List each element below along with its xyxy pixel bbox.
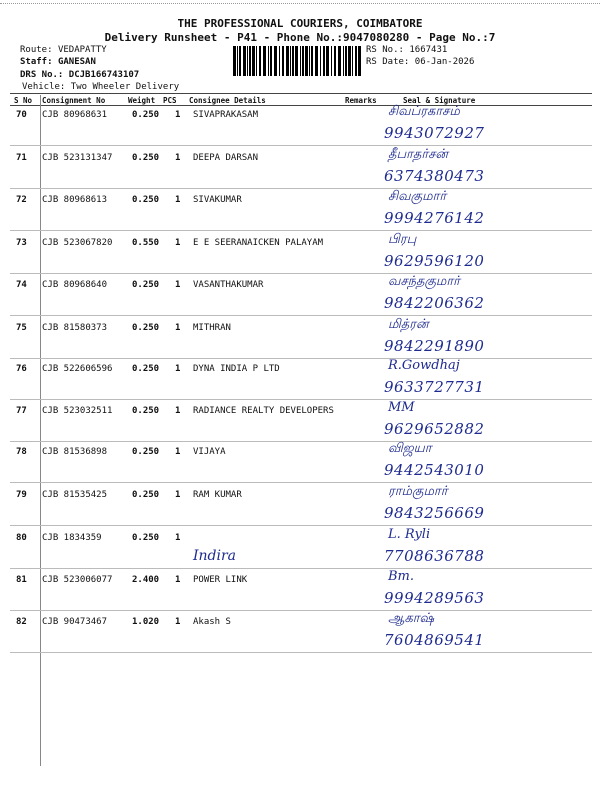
barcode-bar (300, 46, 301, 76)
rs-no-line: RS No.: 1667431 (366, 45, 448, 55)
row-sno: 72 (16, 195, 27, 205)
header-bottom-rule (10, 105, 592, 106)
barcode-bar (292, 46, 294, 76)
row-rule (10, 399, 592, 400)
row-signature-name: மித்ரன் (388, 317, 429, 332)
col-weight: Weight (128, 96, 156, 105)
row-weight: 0.250 (132, 280, 160, 290)
runsheet-title: Delivery Runsheet - P41 - Phone No.:9047080280 - Page No.:7 (104, 31, 496, 44)
row-weight: 0.250 (132, 406, 160, 416)
row-signature-name: R.Gowdhaj (388, 358, 460, 373)
row-rule (10, 188, 592, 189)
barcode (233, 46, 361, 76)
barcode-bar (270, 46, 272, 76)
row-signature-name: MM (388, 400, 415, 415)
barcode-bar (343, 46, 344, 76)
company-title: THE PROFESSIONAL COURIERS, COIMBATORE (177, 17, 423, 30)
row-sno: 80 (16, 533, 27, 543)
row-weight: 0.250 (132, 364, 160, 374)
row-signature-name: ராம்குமார் (388, 484, 448, 499)
row-rule (10, 441, 592, 442)
row-weight: 0.250 (132, 153, 160, 163)
row-consignee: RADIANCE REALTY DEVELOPERS (193, 406, 334, 416)
barcode-bar (305, 46, 308, 76)
row-weight: 0.250 (132, 533, 160, 543)
row-signature-name: விஜயா (388, 441, 432, 456)
row-signature-phone: 9633727731 (384, 378, 485, 396)
row-signature-phone: 9629652882 (384, 420, 485, 438)
col-pcs: PCS (163, 96, 177, 105)
row-consignee: VIJAYA (193, 447, 226, 457)
staff-line: Staff: GANESAN (20, 57, 96, 67)
barcode-bar (311, 46, 313, 76)
barcode-bar (302, 46, 304, 76)
col-divider (40, 95, 41, 766)
row-consignee: SIVAKUMAR (193, 195, 242, 205)
barcode-bar (355, 46, 357, 76)
barcode-bar (320, 46, 321, 76)
row-consignee: DYNA INDIA P LTD (193, 364, 280, 374)
row-signature-phone: 9994276142 (384, 209, 485, 227)
row-sno: 79 (16, 490, 27, 500)
rs-date-line: RS Date: 06-Jan-2026 (366, 57, 475, 67)
top-edge (0, 0, 600, 4)
row-weight: 0.250 (132, 490, 160, 500)
row-sno: 78 (16, 447, 27, 457)
barcode-bar (334, 46, 336, 76)
row-weight: 0.250 (132, 323, 160, 333)
row-pcs: 1 (175, 490, 181, 500)
row-signature-phone: 9994289563 (384, 589, 485, 607)
barcode-bar (345, 46, 347, 76)
row-signature-name: சிவகுமார் (388, 189, 447, 204)
barcode-bar (323, 46, 325, 76)
row-signature-phone: 9842206362 (384, 294, 485, 312)
row-sno: 73 (16, 238, 27, 248)
row-weight: 0.250 (132, 195, 160, 205)
barcode-bar (338, 46, 341, 76)
row-signature-phone: 9843256669 (384, 504, 485, 522)
row-rule (10, 145, 592, 146)
barcode-bar (252, 46, 255, 76)
row-rule (10, 482, 592, 483)
row-sno: 76 (16, 364, 27, 374)
barcode-bar (295, 46, 298, 76)
row-sno: 70 (16, 110, 27, 120)
row-rule (10, 652, 592, 653)
barcode-bar (331, 46, 332, 76)
row-signature-name: ஆகாஷ் (388, 611, 435, 626)
row-sno: 75 (16, 323, 27, 333)
row-consignee: POWER LINK (193, 575, 248, 585)
barcode-bar (259, 46, 261, 76)
barcode-bar (279, 46, 280, 76)
row-sno: 81 (16, 575, 27, 585)
barcode-bar (315, 46, 318, 76)
row-pcs: 1 (175, 406, 181, 416)
row-sno: 82 (16, 617, 27, 627)
row-signature-phone: 9842291890 (384, 337, 485, 355)
row-weight: 1.020 (132, 617, 160, 627)
row-rule (10, 273, 592, 274)
barcode-bar (348, 46, 351, 76)
row-signature-phone: 7708636788 (384, 547, 485, 565)
row-consignee: Akash S (193, 617, 231, 627)
row-pcs: 1 (175, 575, 181, 585)
row-rule (10, 358, 592, 359)
row-consignment-no: CJB 90473467 (42, 617, 108, 627)
row-signature-name: தீபாதர்சன் (388, 147, 448, 162)
row-consignee: SIVAPRAKASAM (193, 110, 259, 120)
row-pcs: 1 (175, 153, 181, 163)
row-consignment-no: CJB 80968613 (42, 195, 108, 205)
row-pcs: 1 (175, 447, 181, 457)
row-consignment-no: CJB 81580373 (42, 323, 108, 333)
row-weight: 0.250 (132, 110, 160, 120)
row-pcs: 1 (175, 533, 181, 543)
row-pcs: 1 (175, 195, 181, 205)
row-signature-name: பிரபு (388, 232, 417, 247)
row-consignment-no: CJB 80968631 (42, 110, 108, 120)
col-remarks: Remarks (345, 96, 377, 105)
col-consignment: Consignment No (42, 96, 106, 105)
row-sno: 74 (16, 280, 27, 290)
row-consignment-no: CJB 80968640 (42, 280, 108, 290)
row-consignment-no: CJB 81535425 (42, 490, 108, 500)
row-signature-phone: 9442543010 (384, 461, 485, 479)
barcode-bar (309, 46, 310, 76)
row-consignment-no: CJB 523067820 (42, 238, 113, 248)
row-signature-name: சிவப்ரகாசம் (388, 104, 460, 119)
row-signature-name: வசந்தகுமார் (388, 274, 460, 289)
row-consignee: RAM KUMAR (193, 490, 242, 500)
row-consignment-no: CJB 81536898 (42, 447, 108, 457)
row-weight: 0.550 (132, 238, 160, 248)
barcode-bar (247, 46, 248, 76)
row-signature-phone: 9943072927 (384, 124, 485, 142)
barcode-bar (274, 46, 277, 76)
row-signature-phone: 7604869541 (384, 631, 485, 649)
col-sno: S No (14, 96, 33, 105)
row-consignment-no: CJB 522606596 (42, 364, 113, 374)
row-rule (10, 568, 592, 569)
row-rule (10, 315, 592, 316)
row-weight: 0.250 (132, 447, 160, 457)
col-consignee: Consignee Details (189, 96, 266, 105)
route-line: Route: VEDAPATTY (20, 45, 107, 55)
row-signature-phone: 6374380473 (384, 167, 485, 185)
barcode-bar (286, 46, 289, 76)
row-pcs: 1 (175, 238, 181, 248)
barcode-bar (263, 46, 266, 76)
row-consignment-no: CJB 523131347 (42, 153, 113, 163)
barcode-bar (249, 46, 251, 76)
row-consignee: DEEPA DARSAN (193, 153, 259, 163)
row-weight: 2.400 (132, 575, 160, 585)
row-rule (10, 230, 592, 231)
barcode-bar (352, 46, 353, 76)
row-sno: 77 (16, 406, 27, 416)
row-consignee: E E SEERANAICKEN PALAYAM (193, 238, 324, 248)
barcode-bar (358, 46, 361, 76)
barcode-bar (256, 46, 257, 76)
barcode-bar (239, 46, 241, 76)
barcode-bar (290, 46, 291, 76)
barcode-bar (237, 46, 238, 76)
handwritten-note: Indira (193, 548, 237, 564)
row-rule (10, 525, 592, 526)
row-sno: 71 (16, 153, 27, 163)
row-consignee: MITHRAN (193, 323, 231, 333)
col-seal: Seal & Signature (403, 96, 476, 105)
drs-line: DRS No.: DCJB166743107 (20, 70, 140, 80)
row-pcs: 1 (175, 110, 181, 120)
row-consignment-no: CJB 523032511 (42, 406, 113, 416)
barcode-bar (326, 46, 329, 76)
barcode-bar (268, 46, 269, 76)
row-pcs: 1 (175, 617, 181, 627)
row-consignee: VASANTHAKUMAR (193, 280, 264, 290)
row-pcs: 1 (175, 364, 181, 374)
row-consignment-no: CJB 523006077 (42, 575, 113, 585)
vehicle-line: Vehicle: Two Wheeler Delivery (22, 82, 180, 92)
row-signature-phone: 9629596120 (384, 252, 485, 270)
row-rule (10, 610, 592, 611)
row-signature-name: L. Ryli (388, 527, 431, 542)
row-pcs: 1 (175, 280, 181, 290)
row-signature-name: Bm. (388, 569, 415, 584)
header-top-rule (10, 93, 592, 94)
row-consignment-no: CJB 1834359 (42, 533, 102, 543)
row-pcs: 1 (175, 323, 181, 333)
barcode-bar (233, 46, 236, 76)
barcode-bar (282, 46, 284, 76)
barcode-bar (243, 46, 246, 76)
